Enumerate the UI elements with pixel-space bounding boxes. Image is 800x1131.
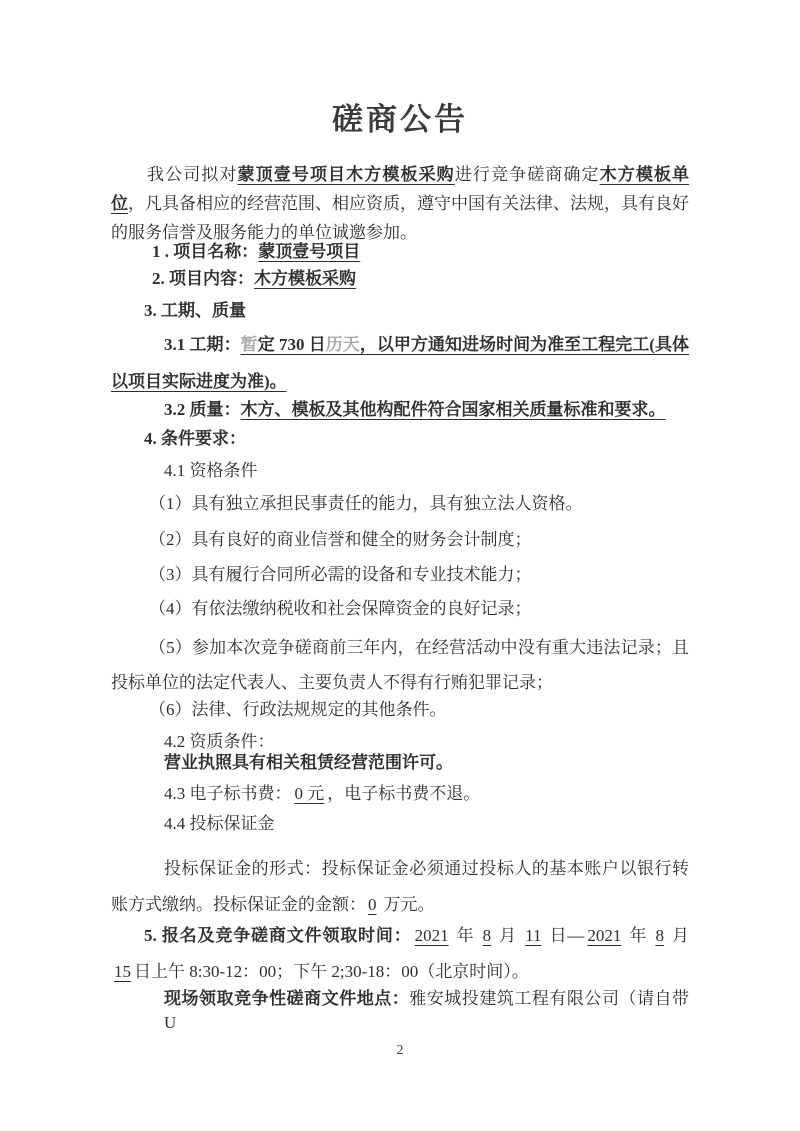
project-content-row	[111, 267, 689, 291]
page-number: 2	[396, 1043, 404, 1058]
year-sep-1: 年	[451, 926, 480, 945]
credential-heading: 4.2 资质条件：	[164, 732, 275, 751]
deposit-amount: 0	[368, 895, 377, 914]
clause-2: （2）具有良好的商业信誉和健全的财务会计制度；	[149, 530, 532, 549]
clause-3: （3）具有履行合同所必需的设备和专业技术能力；	[149, 565, 532, 584]
quality-label: 3.2 质量：	[164, 400, 241, 419]
pickup-location-label: 现场领取竞争性磋商文件地点：	[164, 989, 410, 1008]
duration-label: 3.1 工期：	[164, 335, 241, 354]
duration-paragraph	[111, 326, 689, 400]
project-name-row	[111, 240, 689, 264]
year-sep-2: 年	[624, 926, 653, 945]
duration-rest: ，以甲方通知进场时间为准至工程完工(具体以项目实际进度为准)。	[111, 335, 690, 391]
project-name-value: 蒙顶壹号项目	[258, 242, 361, 261]
end-day: 15	[114, 962, 131, 981]
start-day: 11	[525, 926, 542, 945]
fee-label: 4.3 电子标书费：	[164, 784, 292, 803]
quality-value: 木方、模板及其他构配件符合国家相关质量标准和要求。	[240, 400, 666, 419]
intro-paragraph	[111, 160, 689, 247]
registration-hours: 日上午 8:30-12：00；下午 2;30-18：00（北京时间）。	[134, 962, 529, 981]
start-year: 2021	[414, 926, 449, 945]
clause-6: （6）法律、行政法规规定的其他条件。	[149, 700, 447, 719]
deposit-paragraph	[111, 851, 689, 923]
pickup-paragraph	[111, 987, 689, 1035]
end-year: 2021	[587, 926, 622, 945]
clause-5: （5）参加本次竞争磋商前三年内，在经营活动中没有重大违法记录；且投标单位的法定代表人、主要负责人不得有行贿犯罪记录；	[111, 638, 689, 692]
duration-faded-chars: 历天	[325, 335, 360, 354]
month-sep-2: 月	[666, 926, 690, 945]
duration-faded-char: 暂	[240, 335, 258, 354]
registration-time-label: 5. 报名及竞争磋商文件领取时间：	[144, 926, 412, 945]
clause-1: （1）具有独立承担民事责任的能力，具有独立法人资格。	[149, 494, 583, 513]
pickup-location-value: 雅安城投建筑工程有限公司（请自带 U	[164, 989, 690, 1032]
intro-unit: 木方模板单位	[111, 165, 690, 213]
month-sep-1: 月	[494, 926, 523, 945]
page-title: 磋商公告	[332, 102, 468, 137]
deposit-unit: 万元。	[383, 895, 435, 914]
start-month: 8	[482, 926, 492, 945]
intro-post: ，凡具备相应的经营范围、相应资质，遵守中国有关法律、法规，具有良好的服务信誉及服务能力的单位诚邀参加。	[111, 194, 689, 242]
qualification-heading: 4.1 资格条件	[164, 461, 258, 480]
intro-pre: 我公司拟对	[147, 165, 238, 184]
day-sep: 日—	[544, 926, 585, 945]
project-content-label: 2. 项目内容：	[152, 269, 254, 288]
deposit-heading: 4.4 投标保证金	[164, 814, 275, 833]
project-name-label: 1 . 项目名称：	[152, 242, 259, 261]
intro-project-procurement: 蒙顶壹号项目木方模板采购	[237, 165, 455, 184]
registration-time-paragraph	[111, 918, 689, 990]
fee-paragraph	[111, 782, 689, 806]
project-content-value: 木方模板采购	[254, 269, 356, 288]
section3-heading: 3. 工期、质量	[144, 301, 246, 320]
credential-value: 营业执照具有相关租赁经营范围许可。	[164, 753, 453, 772]
duration-days: 定 730 日	[257, 335, 326, 354]
quality-paragraph	[111, 398, 689, 422]
clause-4: （4）有依法缴纳税收和社会保障资金的良好记录；	[149, 599, 532, 618]
deposit-text: 投标保证金的形式：投标保证金必须通过投标人的基本账户以银行转账方式缴纳。投标保证金的金额：	[111, 859, 689, 914]
end-month: 8	[655, 926, 664, 945]
fee-value: 0 元	[294, 784, 325, 803]
intro-mid: 进行竞争磋商确定	[454, 165, 600, 184]
section4-heading: 4. 条件要求：	[144, 429, 246, 448]
fee-rest: ，电子标书费不退。	[327, 784, 481, 803]
